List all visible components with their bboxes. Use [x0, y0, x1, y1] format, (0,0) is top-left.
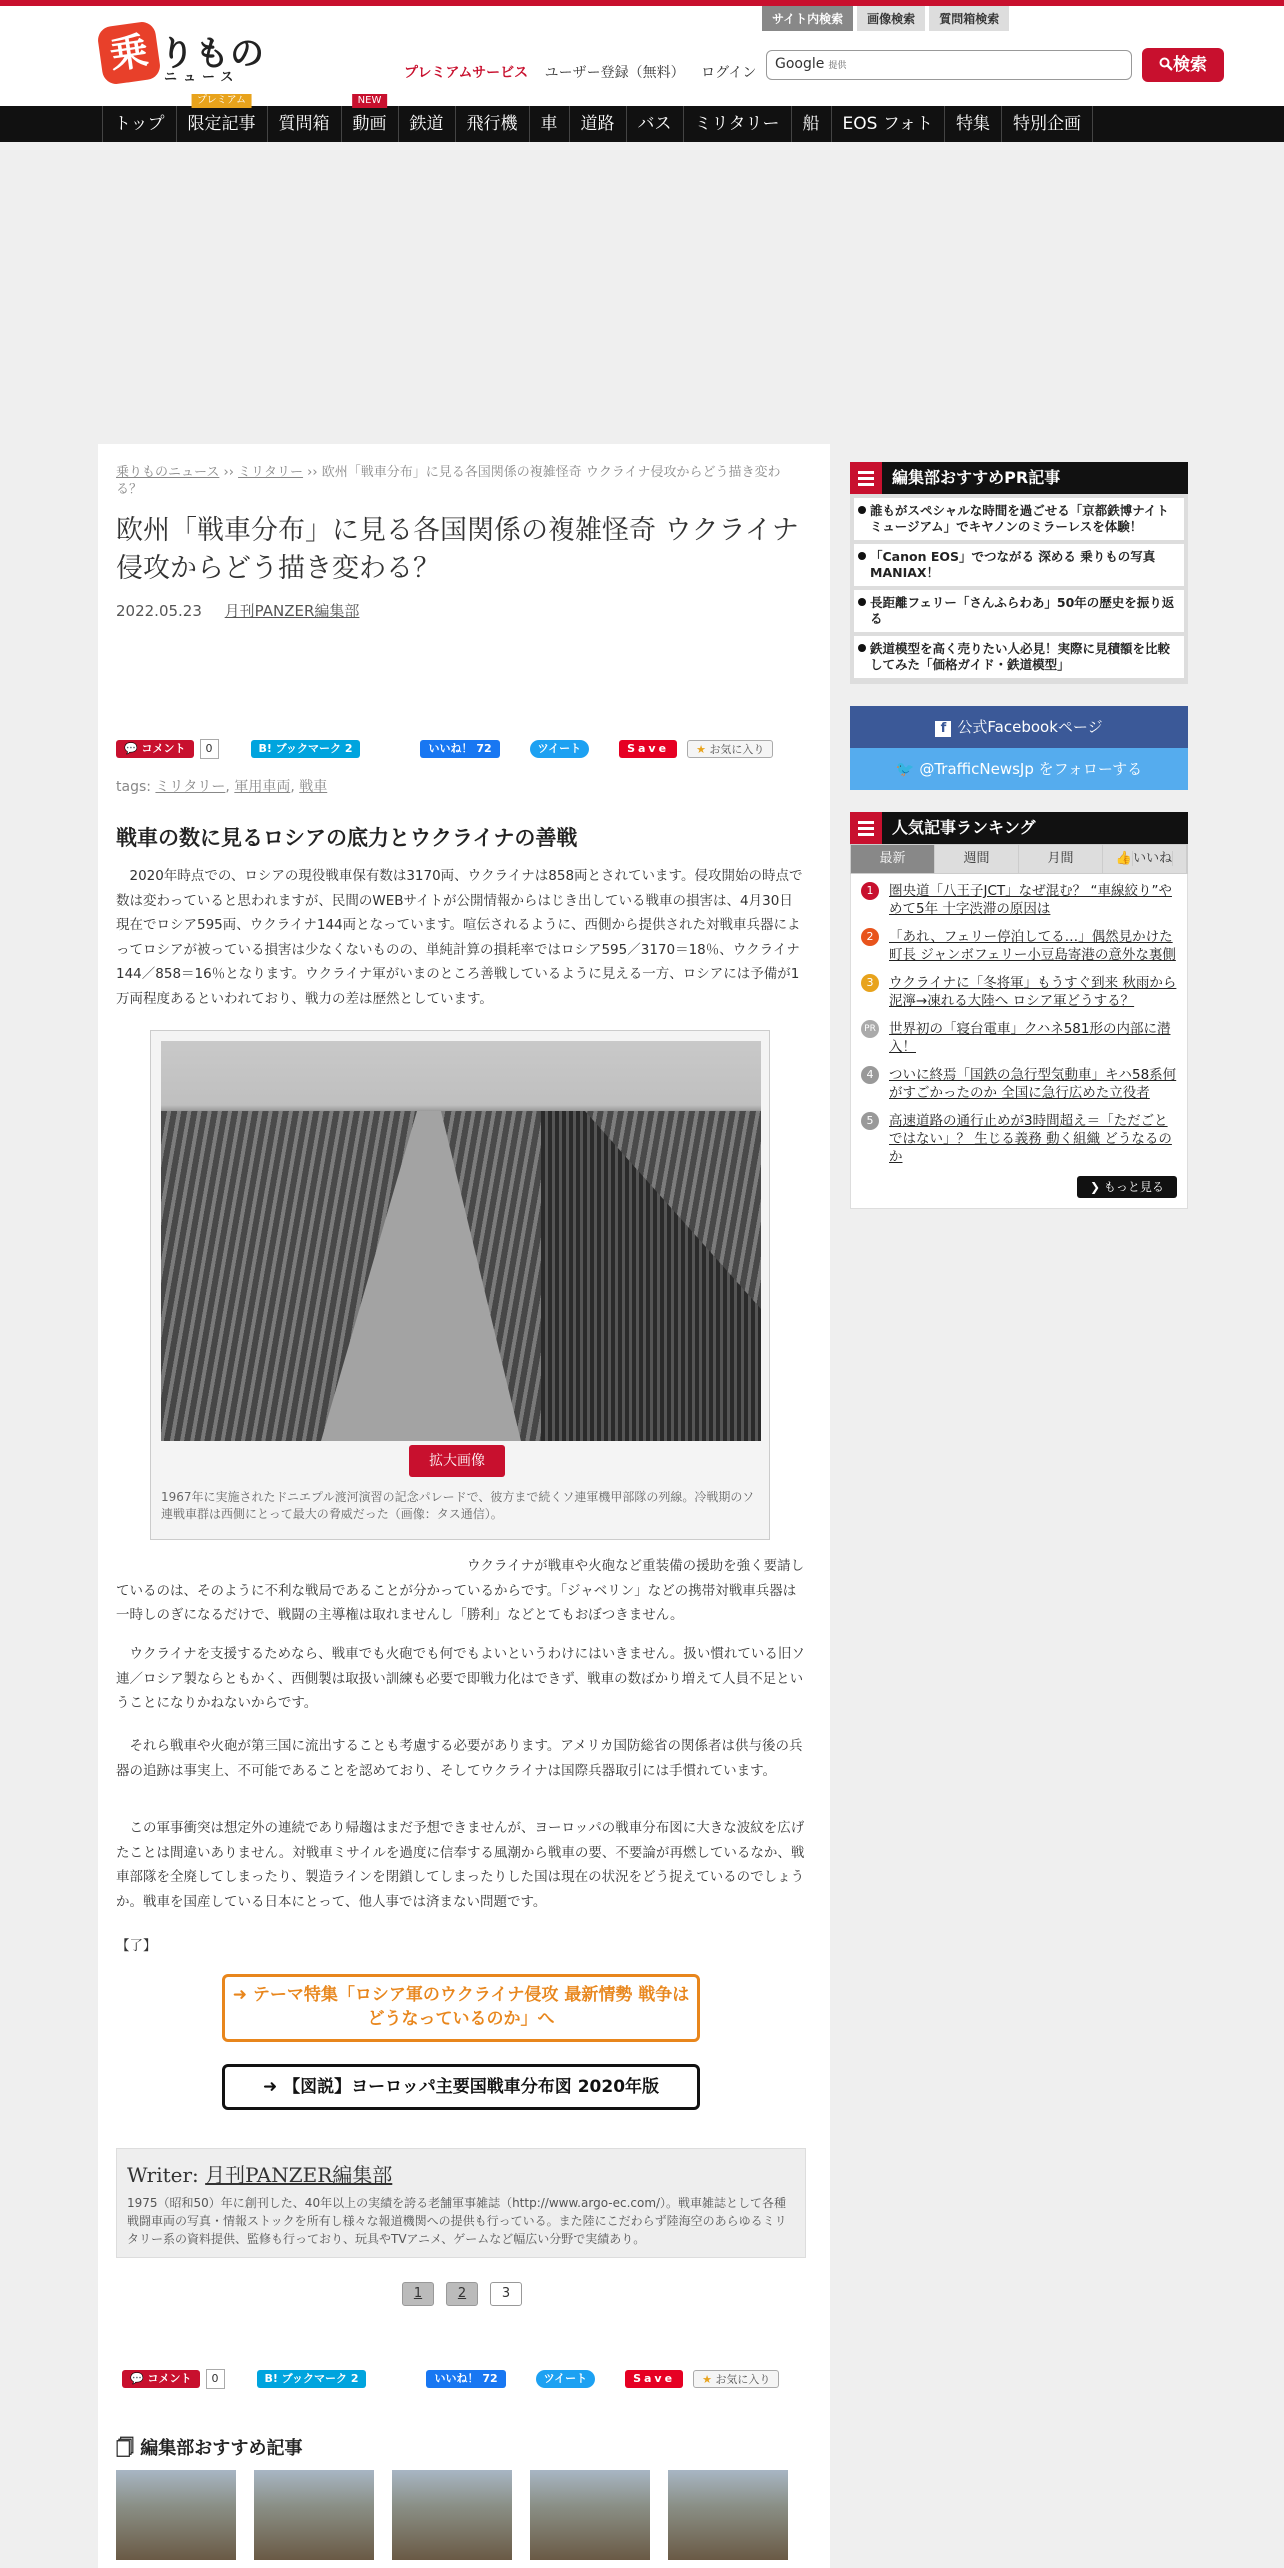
pr-article-link[interactable]: 長距離フェリー「さんふらわあ」50年の歴史を振り返る [854, 590, 1184, 632]
comment-label: コメント [147, 2372, 192, 2385]
figure-caption: 1967年に実施されたドニエプル渡河演習の記念パレードで、彼方まで続くソ連軍機甲部隊の列線。冷戦期のソ連戦車群は西側にとって最大の脅威だった（画像：タス通信）。 [161, 1490, 755, 1521]
rank-number: 2 [861, 928, 879, 946]
pr-article-link[interactable]: 誰もがスペシャルな時間を過ごせる「京都鉄博ナイトミュージアム」でキヤノンのミラーレスを体験！ [854, 498, 1184, 540]
nav-limited[interactable] [177, 95, 268, 142]
search-input[interactable] [766, 50, 1132, 80]
twitter-bird-icon: 🐦 [895, 760, 920, 778]
chevron-right-icon: ➜ [232, 1985, 253, 2005]
page-link-1[interactable]: 1 [402, 2282, 434, 2306]
ranking-tab-weekly[interactable]: 週間 [935, 845, 1019, 873]
search-button[interactable] [1142, 48, 1224, 82]
writer-name-link[interactable]: 月刊PANZER編集部 [205, 2163, 393, 2187]
ranking-item-title[interactable]: 高速道路の通行止めが3時間超え＝「ただごとではない」？ 生じる義務 動く組織 どうなるのか [889, 1113, 1172, 1165]
logo-mark: 乗 [96, 20, 162, 86]
logo-subtitle: ニュース [164, 70, 240, 85]
nav-label: トップ [114, 114, 165, 134]
ranking-tab-latest[interactable]: 最新 [851, 845, 935, 873]
tank-map-label: 【図説】ヨーロッパ主要国戦車分布図 2020年版 [283, 2077, 660, 2097]
article-paragraph: 2020年時点での、ロシアの現役戦車保有数は3170両、ウクライナは858両とされています。侵攻開始の時点で数は変わっていると思われますが、民間のWEBサイトが公開情報からはじき出している戦車の損害は、4月30日現在でロシア595両、ウクライナ144両となっています。喧伝されるように、西側から提供された対戦車兵器によってロシアが被っている損害は少なくないものの、単純計算の損耗率ではロシア595／3170＝18％、ウクライナ144／858＝16％となります。ウクライナ軍がいまのところ善戦しているように見える一方、ロシアには予備が1万両程度あるといわれており、戦力の差は歴然としています。 [116, 868, 803, 1007]
pr-article-link[interactable]: 鉄道模型を高く売りたい人必見！実際に見積額を比較してみた「価格ガイド・鉄道模型」 [854, 636, 1184, 678]
nav-label: 質問箱 [278, 114, 330, 134]
header-links [404, 62, 768, 82]
document-icon: 🗍 [116, 2438, 134, 2459]
nav-label: 車 [540, 114, 558, 134]
ranking-item[interactable] [861, 1112, 1177, 1166]
tags-label: tags: [116, 779, 156, 795]
pr-section-title: 編集部おすすめPR記事 [892, 468, 1061, 487]
nav-label: 特集 [955, 114, 990, 134]
ranking-item-title[interactable]: 圏央道「八王子JCT」なぜ混む？ “車線絞り”やめて5年 十字渋滞の原因は [889, 883, 1172, 917]
article-date: 2022.05.23 [116, 602, 202, 620]
facebook-like-button[interactable]: いいね！ 72 [420, 740, 499, 758]
search-tab-site[interactable]: サイト内検索 [762, 6, 853, 31]
page-link-2[interactable]: 2 [446, 2282, 478, 2306]
star-icon: ★ [696, 743, 706, 756]
tag-link[interactable]: 戦車 [299, 779, 328, 795]
rank-number: 3 [861, 974, 879, 992]
tag-link[interactable]: ミリタリー [155, 779, 226, 795]
article-paragraph: ウクライナが戦車や火砲など重装備の援助を強く要請しているのは、そのように不利な戦局であることが分かっているからです。「ジャベリン」などの携帯対戦車兵器は一時しのぎになるだけで、戦闘の主導権は取れませんし「勝利」などとてもおぼつきません。 [116, 1558, 805, 1623]
comment-label: コメント [141, 742, 186, 755]
nav-qa[interactable] [268, 106, 342, 142]
breadcrumb [116, 464, 806, 498]
favorite-button[interactable] [693, 2370, 779, 2388]
article-column [98, 444, 830, 2568]
search-icon [1159, 57, 1173, 71]
tag-link[interactable]: 軍用車両 [234, 779, 291, 795]
ranking-tab-monthly[interactable]: 月間 [1019, 845, 1103, 873]
search-tab-qa[interactable]: 質問箱検索 [929, 6, 1009, 31]
pr-list [850, 494, 1188, 684]
tweet-button[interactable]: ツイート [530, 740, 589, 758]
page-current: 3 [490, 2282, 522, 2306]
nav-label: 道路 [580, 114, 615, 134]
star-icon: ★ [702, 2373, 712, 2386]
recommend-thumbnail[interactable] [530, 2470, 650, 2560]
more-label: もっと見る [1103, 1180, 1164, 1194]
favorite-label: お気に入り [709, 743, 765, 756]
search-tab-image[interactable]: 画像検索 [857, 6, 925, 31]
nav-road[interactable] [570, 106, 627, 142]
comment-count: 0 [200, 739, 219, 759]
nav-label: 特別企画 [1012, 114, 1081, 134]
list-icon [850, 812, 882, 844]
main-nav [0, 95, 1284, 142]
nav-ship[interactable] [792, 106, 832, 142]
chevron-right-icon: ➜ [262, 2077, 284, 2097]
search-button-label: 検索 [1173, 55, 1207, 75]
recommend-heading [116, 2434, 302, 2466]
hatena-bookmark-button[interactable]: B! ブックマーク 2 [251, 740, 361, 758]
chevron-right-icon: ❯ [1090, 1180, 1104, 1194]
more-ranking-button[interactable] [1077, 1176, 1177, 1198]
breadcrumb-separator: ›› [219, 465, 239, 480]
article-paragraph: ウクライナを支援するためなら、戦車でも火砲でも何でもよいというわけにはいきません。扱い慣れている旧ソ連／ロシア製ならともかく、西側製は取扱い訓練も必要で即戦力化はできず、戦車の数ばかり増えて人員不足ということになりかねないからです。 [116, 1646, 805, 1711]
rank-number: 1 [861, 882, 879, 900]
pinterest-save-button[interactable]: Save [625, 2370, 683, 2388]
rank-number: 5 [861, 1112, 879, 1130]
rank-number: 4 [861, 1066, 879, 1084]
ranking-list [850, 874, 1188, 1209]
nav-car[interactable] [530, 106, 570, 142]
premium-badge: プレミアム [191, 94, 252, 108]
nav-military[interactable] [684, 106, 792, 142]
nav-video[interactable] [342, 95, 399, 142]
ranking-item[interactable] [861, 974, 1177, 1010]
recommend-thumbnail[interactable] [254, 2470, 374, 2560]
article-photo[interactable] [161, 1041, 761, 1441]
premium-service-link[interactable]: プレミアムサービス [404, 65, 529, 81]
writer-label: Writer: [127, 2163, 206, 2187]
logo-text: りもの [160, 34, 265, 74]
ranking-item[interactable] [861, 1020, 1177, 1056]
ranking-tab-likes[interactable] [1103, 845, 1187, 873]
nav-aircraft[interactable] [456, 106, 530, 142]
breadcrumb-separator: ›› [303, 465, 322, 480]
ranking-item-title[interactable]: 世界初の「寝台電車」クハネ581形の内部に潜入！ [889, 1021, 1171, 1055]
pagination [402, 2282, 534, 2306]
nav-eos-photo[interactable] [832, 106, 945, 142]
nav-label: 鉄道 [409, 114, 444, 134]
writer-box [116, 2148, 806, 2258]
breadcrumb-home[interactable]: 乗りものニュース [116, 465, 220, 480]
search-tabs [762, 6, 1013, 31]
ranking-item-title[interactable]: ウクライナに「冬将軍」もうすぐ到来 秋雨から泥濘→凍れる大陸へ ロシア軍どうする？ [889, 975, 1177, 1009]
recommend-thumbnail[interactable] [392, 2470, 512, 2560]
google-provided-label: 提供 [828, 61, 847, 71]
ranking-item[interactable] [861, 882, 1177, 918]
ranking-item[interactable] [861, 1066, 1177, 1102]
thumbs-up-icon: 👍 [1115, 851, 1133, 866]
pinterest-save-button[interactable]: Save [619, 740, 677, 758]
hatena-bookmark-button[interactable]: B! ブックマーク 2 [257, 2370, 367, 2388]
recommend-thumbnail[interactable] [668, 2470, 788, 2560]
theme-feature-link[interactable] [222, 1974, 700, 2042]
article-figure [150, 1030, 770, 1540]
writer-description: 1975（昭和50）年に創刊した、40年以上の実績を誇る老舗軍事雑誌（http://www.argo-ec.com/）。戦車雑誌として各種戦闘車両の写真・情報ストックを所有し様々な報道機関への提供も行っている。また陸にこだわらず陸海空のあらゆるミリタリー系の資料提供、監修も行っており、玩具やTVアニメ、ゲームなど幅広い分野で実績あり。 [127, 2196, 787, 2246]
recommend-thumbnail[interactable] [116, 2470, 236, 2560]
article-paragraph: それら戦車や火砲が第三国に流出することも考慮する必要があります。アメリカ国防総省の関係者は供与後の兵器の追跡は事実上、不可能であることを認めており、そしてウクライナは国際兵器取引には手慣れています。 [116, 1738, 803, 1779]
favorite-label: お気に入り [715, 2373, 771, 2386]
breadcrumb-category[interactable]: ミリタリー [238, 465, 304, 480]
register-link[interactable]: ユーザー登録（無料） [544, 65, 685, 81]
nav-label: 飛行機 [466, 114, 518, 134]
nav-label: 船 [802, 114, 820, 134]
ranking-item-title[interactable]: 「あれ、フェリー停泊してる…」偶然見かけた町長 ジャンボフェリー小豆島寄港の意外な裏側 [889, 929, 1176, 963]
article-end-mark: 【了】 [116, 1938, 157, 1954]
article-tags: tags: ミリタリー, 軍用車両, 戦車 [116, 779, 328, 795]
breadcrumb-current: 欧州「戦車分布」に見る各国関係の複雑怪奇 ウクライナ侵攻からどう描き変わる？ [116, 465, 781, 497]
nav-feature[interactable] [945, 106, 1002, 142]
social-share-bar [116, 738, 779, 760]
favorite-button[interactable] [687, 740, 773, 758]
ranking-item[interactable] [861, 928, 1177, 964]
facebook-label: 公式Facebookページ [957, 718, 1103, 736]
site-logo[interactable] [100, 24, 270, 84]
facebook-page-button[interactable] [850, 706, 1188, 748]
comment-button[interactable]: 💬 コメント [122, 2370, 200, 2388]
section-heading: 戦車の数に見るロシアの底力とウクライナの善戦 [116, 826, 578, 850]
recommend-title: 編集部おすすめ記事 [140, 2438, 303, 2459]
pr-section-header [850, 462, 1188, 494]
nav-special[interactable] [1002, 106, 1093, 142]
comment-count: 0 [206, 2369, 225, 2389]
nav-top[interactable] [102, 106, 177, 142]
nav-label: バス [637, 114, 672, 134]
article-paragraph: この軍事衝突は想定外の連続であり帰趨はまだ予想できませんが、ヨーロッパの戦車分布図に大きな波紋を広げたことは間違いありません。対戦車ミサイルを過度に信奉する風潮から戦車の要、不要論が再燃しているなか、戦車部隊を全廃してしまったり、製造ラインを閉鎖してしまったりした国は現在の状況をどう捉えているのでしょうか。戦車を国産している日本にとって、他人事では済まない問題です。 [116, 1820, 805, 1910]
nav-label: 動画 [352, 114, 387, 134]
ranking-item-title[interactable]: ついに終焉「国鉄の急行型気動車」キハ58系何がすごかったのか 全国に急行広めた立役者 [889, 1067, 1177, 1101]
recommend-thumbnails [116, 2470, 806, 2560]
comment-button[interactable]: 💬 コメント [116, 740, 194, 758]
nav-label: ミリタリー [694, 114, 780, 134]
tweet-button[interactable]: ツイート [536, 2370, 595, 2388]
article-meta [116, 600, 359, 621]
pr-article-link[interactable]: 「Canon EOS」でつながる 深める 乗りもの写真MANIAX！ [854, 544, 1184, 586]
new-badge: NEW [352, 94, 388, 108]
facebook-icon: f [935, 721, 951, 737]
facebook-like-button[interactable]: いいね！ 72 [426, 2370, 505, 2388]
article-author-link[interactable]: 月刊PANZER編集部 [224, 602, 360, 620]
enlarge-image-button[interactable]: 拡大画像 [409, 1445, 505, 1477]
sidebar [850, 462, 1188, 1209]
tank-map-link[interactable] [222, 2064, 700, 2110]
ranking-tabs [850, 844, 1188, 874]
nav-label: EOS フォト [842, 114, 933, 134]
nav-bus[interactable] [627, 106, 684, 142]
twitter-label: @TrafficNewsJp をフォローする [919, 760, 1143, 778]
nav-label: 限定記事 [187, 114, 256, 134]
ranking-header [850, 812, 1188, 844]
list-icon [850, 462, 882, 494]
article-title: 欧州「戦車分布」に見る各国関係の複雑怪奇 ウクライナ侵攻からどう描き変わる？ [116, 515, 799, 584]
rank-number: PR [861, 1020, 879, 1038]
twitter-follow-button[interactable] [850, 748, 1188, 790]
site-header [0, 6, 1284, 106]
theme-feature-label: テーマ特集「ロシア軍のウクライナ侵攻 最新情勢 戦争はどうなっているのか」へ [252, 1985, 690, 2029]
login-link[interactable]: ログイン [701, 65, 757, 81]
social-share-bar-bottom [122, 2368, 785, 2390]
ranking-title: 人気記事ランキング [892, 818, 1036, 837]
writer-title [127, 2159, 795, 2188]
ranking-tab-likes-label: いいね [1133, 851, 1173, 866]
nav-railway[interactable] [399, 106, 456, 142]
google-brand: Google [775, 56, 825, 72]
